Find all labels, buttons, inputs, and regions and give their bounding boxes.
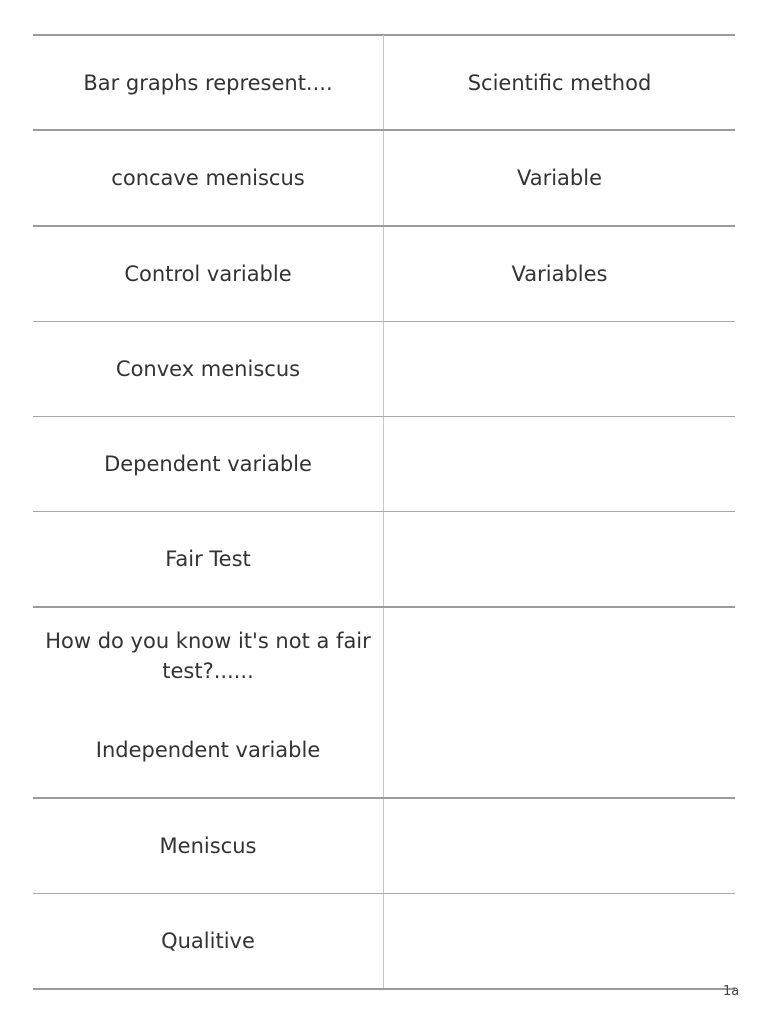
card-row [33, 322, 735, 417]
card-row [33, 703, 735, 799]
card-term: Variable [516, 166, 603, 190]
card-term: Fair Test [165, 547, 251, 571]
card-term: Dependent variable [104, 452, 312, 476]
card-term: Variables [511, 262, 608, 286]
card-row [33, 512, 735, 608]
card-term [384, 417, 735, 511]
card-term: Scientific method [467, 70, 652, 95]
card-row [33, 608, 735, 703]
card-row [33, 227, 735, 322]
card-term: Convex meniscus [115, 357, 301, 381]
card-term: Meniscus [159, 834, 257, 858]
page-mark: 1a [723, 984, 740, 999]
card-term [384, 512, 735, 606]
card-term: concave meniscus [111, 166, 305, 190]
card-term: Bar graphs represent.... [83, 70, 333, 95]
card-term: Independent variable [95, 738, 321, 762]
card-term [384, 703, 735, 797]
card-row [33, 36, 735, 131]
card-term [384, 608, 735, 703]
card-row [33, 417, 735, 512]
card-term [384, 322, 735, 416]
card-row [33, 894, 735, 990]
card-row [33, 131, 735, 227]
card-term: Qualitive [161, 929, 255, 953]
card-row [33, 799, 735, 894]
card-term: Control variable [124, 262, 292, 286]
card-term [384, 894, 735, 988]
card-term [384, 799, 735, 893]
card-term: How do you know it's not a fair test?...... [45, 628, 371, 683]
